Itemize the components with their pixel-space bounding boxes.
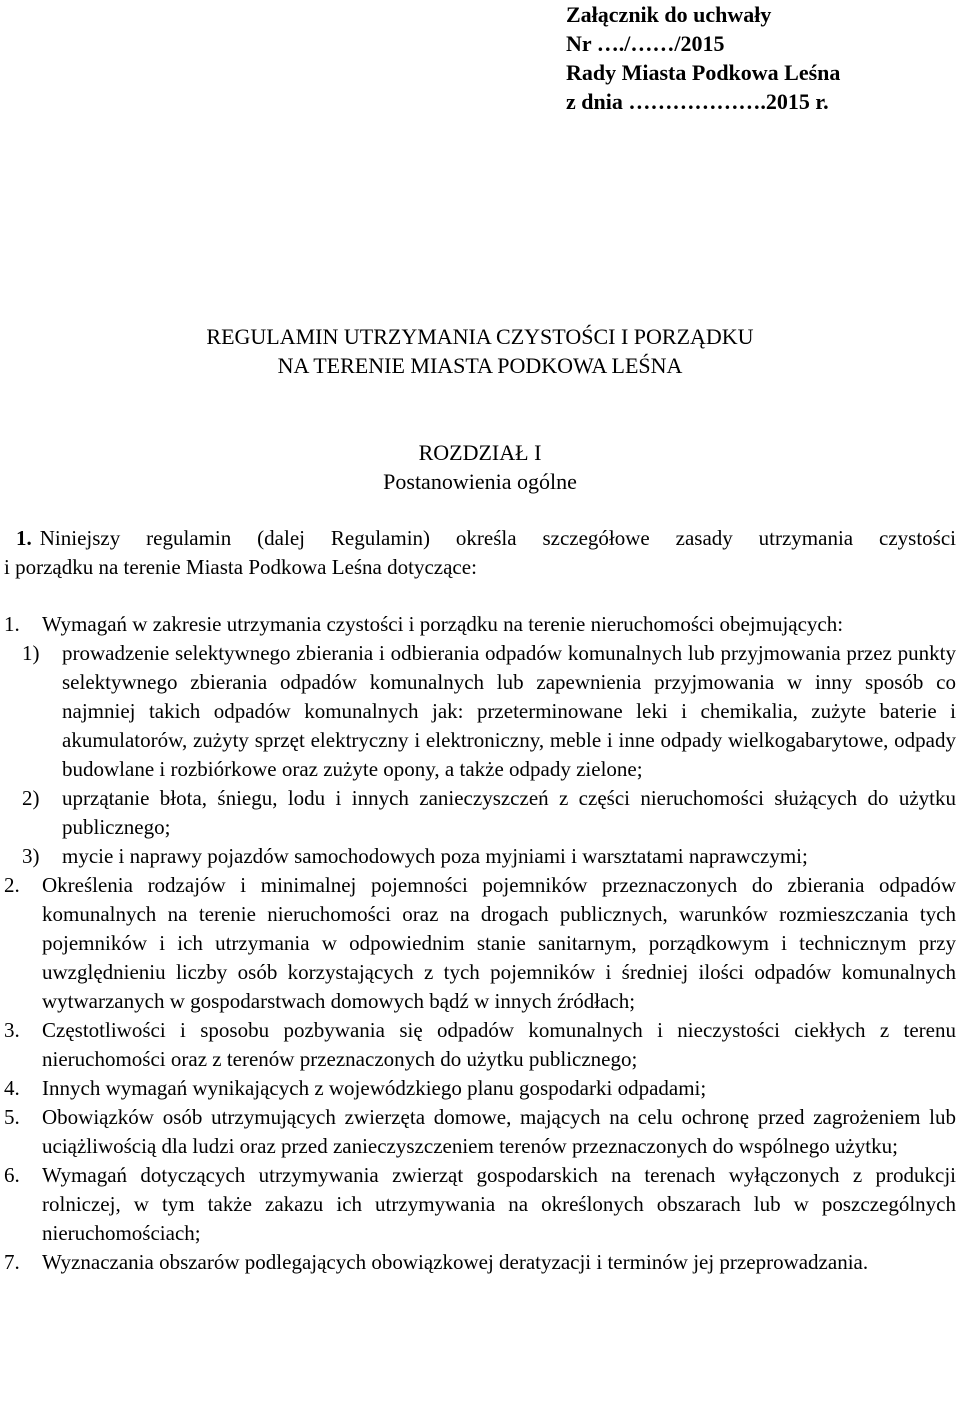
- subitem-text: prowadzenie selektywnego zbierania i odbierania odpadów komunalnych lub przyjmowania przez punkty selektywnego zbierania odpadów komunalnych lub zapewnienia przyjmowania w inny sposób co najmniej takich odpadów komunalnych jak: przeterminowane leki i chemikalia, zużyte baterie i akumulatorów, zużyty sprzęt elektryczny i elektroniczny, meble i inne odpady wielkogabarytowe, odpady budowlane i rozbiórkowe oraz zużyte opony, a także odpady zielone;: [62, 641, 956, 781]
- item-number: 1.: [4, 612, 20, 636]
- list-item: [4, 1016, 956, 1074]
- subitem-number: 2): [22, 786, 40, 810]
- item-number: 2.: [4, 873, 20, 897]
- item-number: 7.: [4, 1250, 20, 1274]
- list-item: [4, 871, 956, 1016]
- list-item: [4, 1161, 956, 1248]
- document-title: [0, 322, 960, 380]
- item-text: Obowiązków osób utrzymujących zwierzęta domowe, mających na celu ochronę przed zagrożeniem lub uciążliwością dla ludzi oraz przed zanieczyszczeniem terenów przeznaczonych do wspólnego użytku;: [42, 1105, 956, 1158]
- subitem-text: uprzątanie błota, śniegu, lodu i innych zanieczyszczeń z części nieruchomości służących do użytku publicznego;: [62, 786, 956, 839]
- intro-text-line1: Niniejszy regulamin (dalej Regulamin) określa szczegółowe zasady utrzymania czystości: [39, 526, 956, 550]
- annex-date: z dnia ……………….2015 r.: [566, 89, 829, 114]
- item-list: [4, 610, 956, 1277]
- item-text: Określenia rodzajów i minimalnej pojemności pojemników przeznaczonych do zbierania odpadów komunalnych na terenie nieruchomości oraz na drogach publicznych, warunków rozmieszczania tych pojemników i ich utrzymania w odpowiednim stanie sanitarnym, porządkowym i technicznym przy uwzględnieniu liczby osób korzystających z tych pojemników i średniej ilości odpadów komunalnych wytwarzanych w gospodarstwach domowych bądź w innych źródłach;: [42, 873, 956, 1013]
- annex-header: [566, 0, 840, 116]
- document-title-line1: REGULAMIN UTRZYMANIA CZYSTOŚCI I PORZĄDKU: [206, 324, 754, 349]
- annex-council-name: Rady Miasta Podkowa Leśna: [566, 60, 841, 85]
- intro-text-line2: i porządku na terenie Miasta Podkowa Leśna dotyczące:: [4, 555, 477, 579]
- item-number: 5.: [4, 1105, 20, 1129]
- intro-paragraph: [4, 524, 956, 582]
- item-number: 4.: [4, 1076, 20, 1100]
- chapter-number: ROZDZIAŁ I: [418, 440, 542, 465]
- sub-list-item: [4, 784, 956, 842]
- sub-list-item: [4, 639, 956, 784]
- item-number: 6.: [4, 1163, 20, 1187]
- annex-resolution-number: Nr …./……/2015: [566, 31, 725, 56]
- subitem-number: 3): [22, 844, 40, 868]
- item-text: Wymagań dotyczących utrzymywania zwierząt gospodarskich na terenach wyłączonych z produkcji rolniczej, w tym także zakazu ich utrzymywania na określonych obszarach lub w poszczególnych nieruchomościach;: [42, 1163, 956, 1245]
- chapter-name: Postanowienia ogólne: [383, 469, 577, 494]
- item-text: Wyznaczania obszarów podlegających obowiązkowej deratyzacji i terminów jej przeprowadzania.: [42, 1250, 869, 1274]
- item-text: Częstotliwości i sposobu pozbywania się odpadów komunalnych i nieczystości ciekłych z terenu nieruchomości oraz z terenów przeznaczonych do użytku publicznego;: [42, 1018, 956, 1071]
- document-title-line2: NA TERENIE MIASTA PODKOWA LEŚNA: [277, 353, 683, 378]
- list-item: [4, 1103, 956, 1161]
- item-text: Innych wymagań wynikających z wojewódzkiego planu gospodarki odpadami;: [42, 1076, 707, 1100]
- list-item: [4, 610, 956, 639]
- annex-title: Załącznik do uchwały: [566, 2, 772, 27]
- subitem-text: mycie i naprawy pojazdów samochodowych poza myjniami i warsztatami naprawczymi;: [62, 844, 808, 868]
- chapter-heading: [0, 438, 960, 496]
- item-number: 3.: [4, 1018, 20, 1042]
- list-item: [4, 1074, 956, 1103]
- item-text: Wymagań w zakresie utrzymania czystości i porządku na terenie nieruchomości obejmujących:: [42, 612, 844, 636]
- list-item: [4, 1248, 956, 1277]
- subitem-number: 1): [22, 641, 40, 665]
- intro-number: 1.: [16, 526, 32, 550]
- sub-list-item: [4, 842, 956, 871]
